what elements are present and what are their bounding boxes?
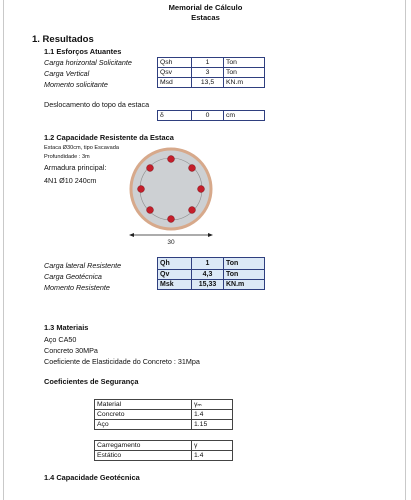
cell-unit: KN.m	[224, 78, 265, 88]
rebar-dot	[147, 207, 154, 214]
coeficientes-title: Coeficientes de Segurança	[44, 377, 139, 386]
rebar-dot	[147, 165, 154, 172]
cell-symbol: Qv	[158, 270, 192, 280]
cell-value: 3	[192, 68, 224, 78]
dimension-label: 30	[167, 239, 175, 246]
cell-symbol: δ	[158, 111, 192, 121]
label-carga-lateral: Carga lateral Resistente	[44, 261, 122, 270]
table-row	[158, 111, 265, 121]
deslocamento-table	[157, 110, 265, 121]
cell-unit: Ton	[224, 68, 265, 78]
cell-coef: 1.15	[192, 420, 233, 430]
label-carga-vertical: Carga Vertical	[44, 69, 90, 78]
armadura-label: Armadura principal:	[44, 163, 107, 172]
cell-header: Carregamento	[95, 441, 192, 451]
cell-unit: Ton	[224, 58, 265, 68]
cell-value: 1	[192, 58, 224, 68]
cell-material: Concreto	[95, 410, 192, 420]
page-border-right	[405, 0, 406, 500]
table-row	[158, 258, 265, 270]
arrow-right-icon	[208, 233, 213, 237]
cell-value: 4,3	[192, 270, 224, 280]
section-capacidade-title: 1.2 Capacidade Resistente da Estaca	[44, 133, 174, 142]
table-row	[158, 58, 265, 68]
cell-value: 1	[192, 258, 224, 270]
rebar-dot	[198, 186, 205, 193]
label-carga-geotecnica: Carga Geotécnica	[44, 272, 102, 281]
rebar-dot	[189, 207, 196, 214]
rebar-dot	[138, 186, 145, 193]
table-row	[95, 400, 233, 410]
table-row	[158, 68, 265, 78]
section-geotecnica-title: 1.4 Capacidade Geotécnica	[44, 473, 140, 482]
cell-coef: 1.4	[192, 410, 233, 420]
cell-coef: 1.4	[192, 451, 233, 461]
cell-unit: KN.m	[224, 280, 265, 290]
label-momento-resistente: Momento Resistente	[44, 283, 110, 292]
pile-depth-text: Profundidade : 3m	[44, 154, 90, 160]
cell-value: 13,5	[192, 78, 224, 88]
armadura-value: 4N1 Ø10 240cm	[44, 176, 97, 185]
cell-symbol: Msd	[158, 78, 192, 88]
cell-carregamento: Estático	[95, 451, 192, 461]
cell-value: 15,33	[192, 280, 224, 290]
pile-spec-text: Estaca Ø30cm, tipo Escavada	[44, 145, 119, 151]
cell-material: Aço	[95, 420, 192, 430]
cell-unit: cm	[224, 111, 265, 121]
cell-header: Material	[95, 400, 192, 410]
rebar-dot	[168, 216, 175, 223]
esforcos-table	[157, 57, 265, 88]
material-concreto: Concreto 30MPa	[44, 346, 98, 355]
section-esforcos-title: 1.1 Esforços Atuantes	[44, 47, 122, 56]
cell-unit: Ton	[224, 258, 265, 270]
coef-carregamento-table	[94, 440, 233, 461]
material-aco: Aço CA50	[44, 335, 77, 344]
cell-symbol: Qsv	[158, 68, 192, 78]
cell-unit: Ton	[224, 270, 265, 280]
table-row	[158, 270, 265, 280]
table-row	[95, 420, 233, 430]
table-row	[95, 441, 233, 451]
table-row	[95, 451, 233, 461]
cell-header: γ	[192, 441, 233, 451]
cell-header: γₘ	[192, 400, 233, 410]
pile-section-drawing	[125, 145, 225, 250]
material-elasticidade: Coeficiente de Elasticidade do Concreto : 31Mpa	[44, 357, 200, 366]
cell-symbol: Msk	[158, 280, 192, 290]
rebar-dot	[168, 156, 175, 163]
memorial-subtitle: Estacas	[191, 13, 220, 22]
section-materiais-title: 1.3 Materiais	[44, 323, 89, 332]
arrow-left-icon	[129, 233, 134, 237]
table-row	[158, 78, 265, 88]
label-deslocamento: Deslocamento do topo da estaca	[44, 100, 150, 109]
table-row	[95, 410, 233, 420]
capacidade-table	[157, 257, 265, 290]
section-resultados-title: 1. Resultados	[32, 34, 94, 45]
memorial-title: Memorial de Cálculo	[168, 3, 243, 12]
cell-symbol: Qsh	[158, 58, 192, 68]
coef-material-table	[94, 399, 233, 430]
rebar-dot	[189, 165, 196, 172]
cell-value: 0	[192, 111, 224, 121]
page-border-left	[3, 0, 4, 500]
label-carga-horizontal: Carga horizontal Solicitante	[44, 58, 132, 67]
label-momento-solicitante: Momento solicitante	[44, 80, 108, 89]
table-row	[158, 280, 265, 290]
cell-symbol: Qh	[158, 258, 192, 270]
